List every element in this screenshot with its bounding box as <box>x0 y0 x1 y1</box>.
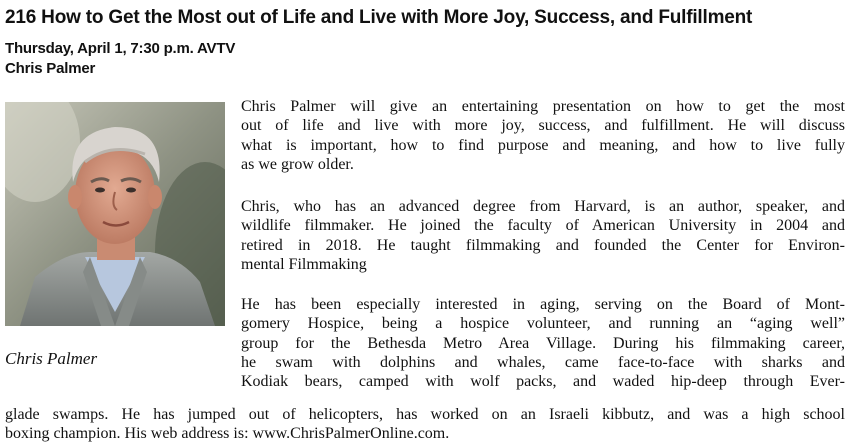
photo-caption: Chris Palmer <box>5 349 98 368</box>
paragraph-line: group for the Bethesda Metro Area Village. During his filmmaking career, <box>241 334 845 352</box>
paragraph-line: as we grow older. <box>241 155 354 173</box>
paragraph-line: He has been especially interested in aging, serving on the Board of Mont- <box>241 296 845 313</box>
event-title: 216 How to Get the Most out of Life and Live with More Joy, Success, and Fulfillment <box>5 7 753 28</box>
description-paragraph-3 <box>241 295 845 411</box>
description-paragraph-2 <box>241 197 845 274</box>
paragraph-line: Chris, who has an advanced degree from Harvard, is an author, speaker, and <box>241 198 845 215</box>
presenter-photo <box>5 102 225 326</box>
event-meta <box>5 39 235 79</box>
paragraph-line: out of life and live with more joy, success, and fulfillment. He will discuss <box>241 117 845 135</box>
description-paragraph-3-continued <box>5 405 845 444</box>
paragraph-line: what is important, how to find purpose and meaning, and how to live fully <box>241 136 845 154</box>
paragraph-line: he swam with dolphins and whales, came face-to-face with sharks and <box>241 353 845 371</box>
event-date-line: Thursday, April 1, 7:30 p.m. AVTV <box>5 40 236 57</box>
paragraph-line: retired in 2018. He taught filmmaking and founded the Center for Environ- <box>241 236 845 254</box>
paragraph-line: Kodiak bears, camped with wolf packs, and waded hip-deep through Ever- <box>241 373 845 391</box>
paragraph-line: Chris Palmer will give an entertaining presentation on how to get the most <box>241 98 845 115</box>
paragraph-line: wildlife filmmaker. He joined the faculty of American University in 2004 and <box>241 217 845 235</box>
event-presenter: Chris Palmer <box>5 60 96 77</box>
description-paragraph-1 <box>241 97 845 174</box>
paragraph-line: gomery Hospice, being a hospice volunteer, and running an “aging well” <box>241 315 845 333</box>
paragraph-line: glade swamps. He has jumped out of helicopters, has worked on an Israeli kibbutz, and was a high school <box>5 406 845 423</box>
paragraph-line: mental Filmmaking <box>241 255 367 273</box>
paragraph-line: boxing champion. His web address is: www.ChrisPalmerOnline.com. <box>5 425 450 443</box>
presenter-portrait-image <box>5 102 225 326</box>
